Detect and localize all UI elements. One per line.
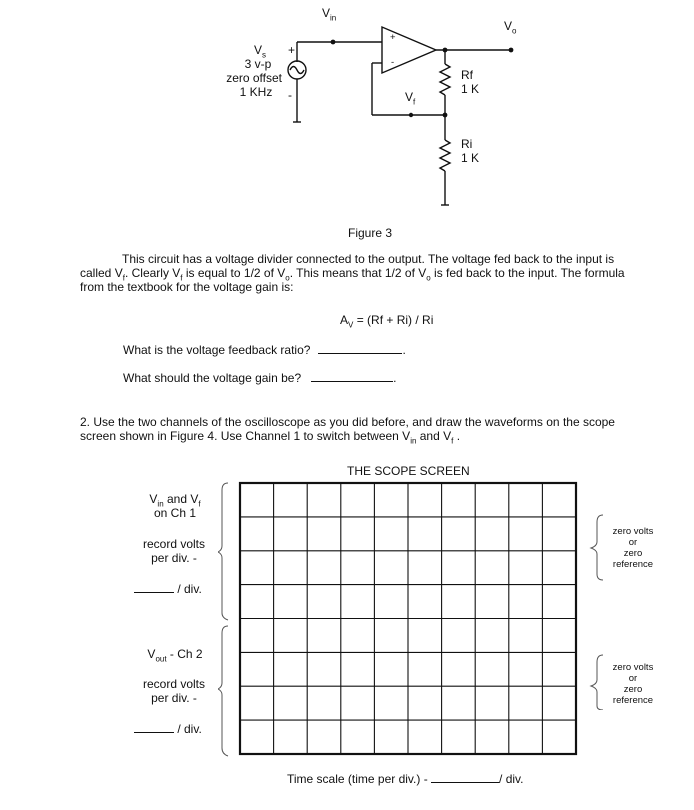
per-div-1: per div. -: [151, 551, 197, 565]
vin-text: V: [322, 6, 331, 20]
paragraph-line-3: from the textbook for the voltage gain is:: [80, 280, 294, 294]
p2g: . This means that 1/2 of V: [289, 266, 427, 280]
p2d: f: [180, 273, 183, 283]
zero-ref-1-line-2: or: [628, 537, 638, 548]
ri-value: 1 K: [461, 151, 480, 165]
volts-div-2: [134, 722, 202, 737]
ch2-b: - Ch 2: [166, 647, 203, 661]
ch1-b: and V: [163, 492, 199, 506]
zero-ref-2-line-4: reference: [612, 695, 654, 706]
formula-sub: V: [348, 320, 354, 330]
vs-line-1: 3 v-p: [244, 57, 272, 71]
gain-formula: [340, 313, 433, 328]
ch2-label: [134, 647, 216, 662]
zero-ref-1-line-1: zero volts: [612, 526, 654, 537]
vin-sub: in: [330, 13, 337, 23]
vs-line-3: 1 KHz: [239, 85, 273, 99]
i2b: in: [410, 436, 417, 446]
opamp-minus: -: [391, 57, 395, 68]
ch1-sub2: f: [198, 499, 201, 509]
left-brackets: [218, 478, 238, 768]
div-1-text: / div.: [177, 582, 202, 596]
time-blank[interactable]: [431, 782, 499, 783]
vs-label: [254, 43, 267, 60]
div-2-text: / div.: [177, 722, 202, 736]
answer-blank-2[interactable]: [311, 381, 393, 382]
i2e: .: [453, 429, 461, 443]
p2i: is fed back to the input. The formula: [430, 266, 625, 280]
zero-ref-1-line-3: zero: [623, 548, 643, 559]
record-volts-2: record volts: [142, 677, 206, 691]
question-1-text: What is the voltage feedback ratio?: [123, 343, 311, 357]
instruction-line-1: 2. Use the two channels of the oscilloscope as you did before, and draw the waveforms on the scope: [80, 415, 615, 429]
p2c: . Clearly V: [124, 266, 181, 280]
question-voltage-gain: [123, 371, 396, 386]
vo-text: V: [504, 19, 513, 33]
vin-label: [322, 6, 337, 23]
p2e: is equal to 1/2 of V: [182, 266, 286, 280]
p2f: o: [285, 273, 290, 283]
rf-label: Rf: [461, 68, 473, 82]
vo-sub: o: [512, 26, 517, 36]
vs-line-2: zero offset: [226, 71, 282, 85]
question-2-text: What should the voltage gain be?: [123, 371, 302, 385]
i2d: f: [451, 436, 454, 446]
ch2-sub: out: [155, 654, 167, 664]
volts-div-1: [134, 582, 202, 597]
rf-value: 1 K: [461, 82, 480, 96]
ch2-a: V: [147, 647, 156, 661]
figure-caption: Figure 3: [348, 226, 393, 240]
volts-blank-1[interactable]: [134, 592, 174, 593]
ri-label: Ri: [461, 137, 473, 151]
q2-period: .: [393, 371, 397, 385]
formula-rest: = (Rf + Ri) / Ri: [353, 313, 434, 327]
vf-label: [405, 90, 416, 107]
source-plus: +: [288, 43, 296, 57]
zero-ref-1-line-4: reference: [612, 559, 654, 570]
ch1-a: V: [149, 492, 158, 506]
formula-a: A: [340, 313, 349, 327]
record-volts-1: record volts: [142, 537, 206, 551]
time-div: / div.: [499, 772, 524, 786]
vs-text: V: [254, 43, 263, 57]
ch1-sub1: in: [157, 499, 164, 509]
zero-ref-2-line-1: zero volts: [612, 662, 654, 673]
answer-blank-1[interactable]: [318, 353, 402, 354]
vs-sub: s: [262, 50, 267, 60]
vf-text: V: [405, 90, 414, 104]
opamp-plus: +: [390, 32, 396, 43]
i2c: and V: [416, 429, 452, 443]
time-scale: [287, 772, 524, 787]
volts-blank-2[interactable]: [134, 732, 174, 733]
ch1-label: [134, 492, 216, 507]
p2a: called V: [80, 266, 123, 280]
right-braces: [585, 510, 605, 710]
q1-period: .: [402, 343, 406, 357]
scope-grid[interactable]: [230, 478, 610, 758]
p2b: f: [122, 273, 125, 283]
vo-label: [504, 19, 517, 36]
zero-ref-2-line-3: zero: [623, 684, 643, 695]
vf-sub: f: [413, 97, 416, 107]
source-minus: -: [288, 88, 292, 102]
i2a: screen shown in Figure 4. Use Channel 1 to switch between V: [80, 429, 411, 443]
zero-ref-2-line-2: or: [628, 673, 638, 684]
paragraph-line-1: This circuit has a voltage divider connected to the output. The voltage fed back to the input is: [122, 252, 615, 266]
ch1-label-2: on Ch 1: [153, 506, 197, 520]
time-scale-label: Time scale (time per div.) -: [287, 772, 428, 786]
per-div-2: per div. -: [151, 691, 197, 705]
paragraph-line-2: [80, 266, 625, 281]
circuit-diagram: [0, 0, 694, 230]
scope-title: THE SCOPE SCREEN: [347, 464, 470, 478]
instruction-line-2: [80, 429, 460, 444]
question-feedback-ratio: [123, 343, 406, 358]
p2h: o: [426, 273, 431, 283]
